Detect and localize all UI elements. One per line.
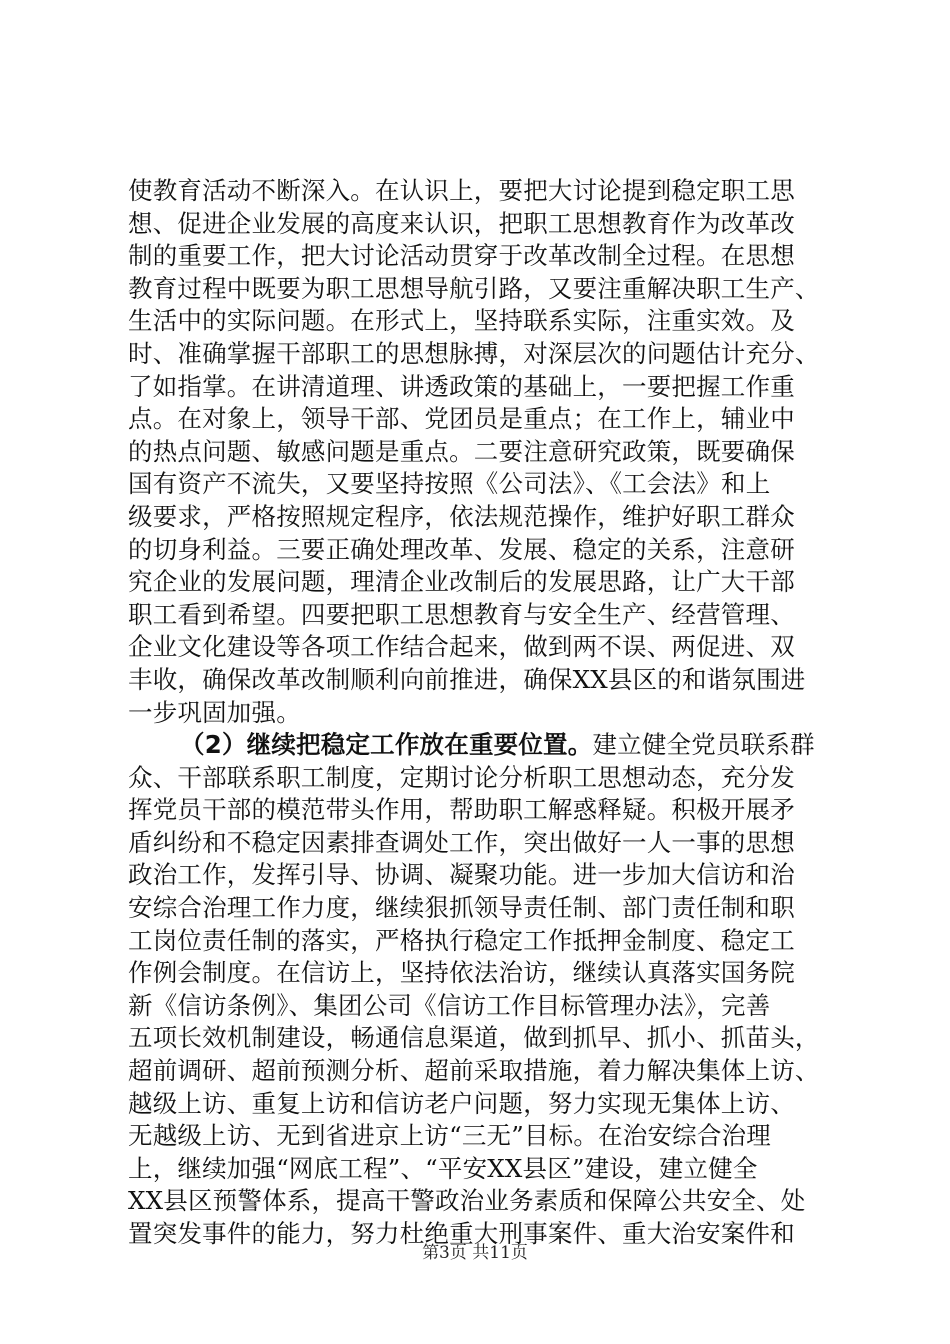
paragraph-2-first-line <box>128 729 828 762</box>
text-line: 新《信访条例》、集团公司《信访工作目标管理办法》，完善 <box>128 990 771 1020</box>
text-line: 究企业的发展问题，理清企业改制后的发展思路，让广大干部 <box>128 567 795 597</box>
text-line: 安综合治理工作力度，继续狠抓领导责任制、部门责任制和职 <box>128 893 795 923</box>
text-span: 建立健全党员联系群 <box>592 730 815 760</box>
text-line: 企业文化建设等各项工作结合起来，做到两不误、两促进、双 <box>128 632 795 662</box>
document-body <box>128 175 828 1251</box>
text-line: 教育过程中既要为职工思想导航引路，又要注重解决职工生产、 <box>128 273 820 303</box>
text-line: 了如指掌。在讲清道理、讲透政策的基础上，一要把握工作重 <box>128 371 795 401</box>
text-line: 职工看到希望。四要把职工思想教育与安全生产、经营管理、 <box>128 599 795 629</box>
text-line: 一步巩固加强。 <box>128 697 301 727</box>
text-line: 作例会制度。在信访上，坚持依法治访，继续认真落实国务院 <box>128 958 795 988</box>
page-number-footer: 第3页 共11页 <box>422 1243 528 1263</box>
text-line: 级要求，严格按照规定程序，依法规范操作，维护好职工群众 <box>128 501 795 531</box>
text-line: 挥党员干部的模范带头作用，帮助职工解惑释疑。积极开展矛 <box>128 795 795 825</box>
text-line: 置突发事件的能力，努力杜绝重大刑事案件、重大治安案件和 <box>128 1219 795 1248</box>
text-line: 制的重要工作，把大讨论活动贯穿于改革改制全过程。在思想 <box>128 241 795 271</box>
text-line: 的切身利益。三要正确处理改革、发展、稳定的关系，注意研 <box>128 534 795 564</box>
text-line: 生活中的实际问题。在形式上，坚持联系实际，注重实效。及 <box>128 306 795 336</box>
text-line: 点。在对象上，领导干部、党团员是重点；在工作上，辅业中 <box>128 404 795 434</box>
text-line: 工岗位责任制的落实，严格执行稳定工作抵押金制度、稳定工 <box>128 925 795 955</box>
text-line: 时、准确掌握干部职工的思想脉搏，对深层次的问题估计充分、 <box>128 338 820 368</box>
text-line: 五项长效机制建设，畅通信息渠道，做到抓早、抓小、抓苗头， <box>128 1023 820 1053</box>
text-line: 盾纠纷和不稳定因素排查调处工作，突出做好一人一事的思想 <box>128 827 795 857</box>
text-line: 使教育活动不断深入。在认识上，要把大讨论提到稳定职工思 <box>128 176 795 205</box>
text-line: 想、促进企业发展的高度来认识，把职工思想教育作为改革改 <box>128 208 795 238</box>
text-line: 国有资产不流失，又要坚持按照《公司法》、《工会法》和上 <box>128 469 771 499</box>
text-line: XX县区预警体系，提高干警政治业务素质和保障公共安全、处 <box>128 1186 806 1216</box>
text-line: 超前调研、超前预测分析、超前采取措施，着力解决集体上访、 <box>128 1056 820 1086</box>
text-line: 无越级上访、无到省进京上访“三无”目标。在治安综合治理 <box>128 1121 771 1151</box>
text-line: 政治工作，发挥引导、协调、凝聚功能。进一步加大信访和治 <box>128 860 795 890</box>
section-heading: （2）继续把稳定工作放在重要位置。 <box>180 730 593 760</box>
text-line: 上，继续加强“网底工程”、“平安XX县区”建设，建立健全 <box>128 1153 758 1183</box>
text-line: 丰收，确保改革改制顺利向前推进，确保XX县区的和谐氛围进 <box>128 664 806 694</box>
text-line: 众、干部联系职工制度，定期讨论分析职工思想动态，充分发 <box>128 762 795 792</box>
text-line: 的热点问题、敏感问题是重点。二要注意研究政策，既要确保 <box>128 436 795 466</box>
text-line: 越级上访、重复上访和信访老户问题，努力实现无集体上访、 <box>128 1088 795 1118</box>
